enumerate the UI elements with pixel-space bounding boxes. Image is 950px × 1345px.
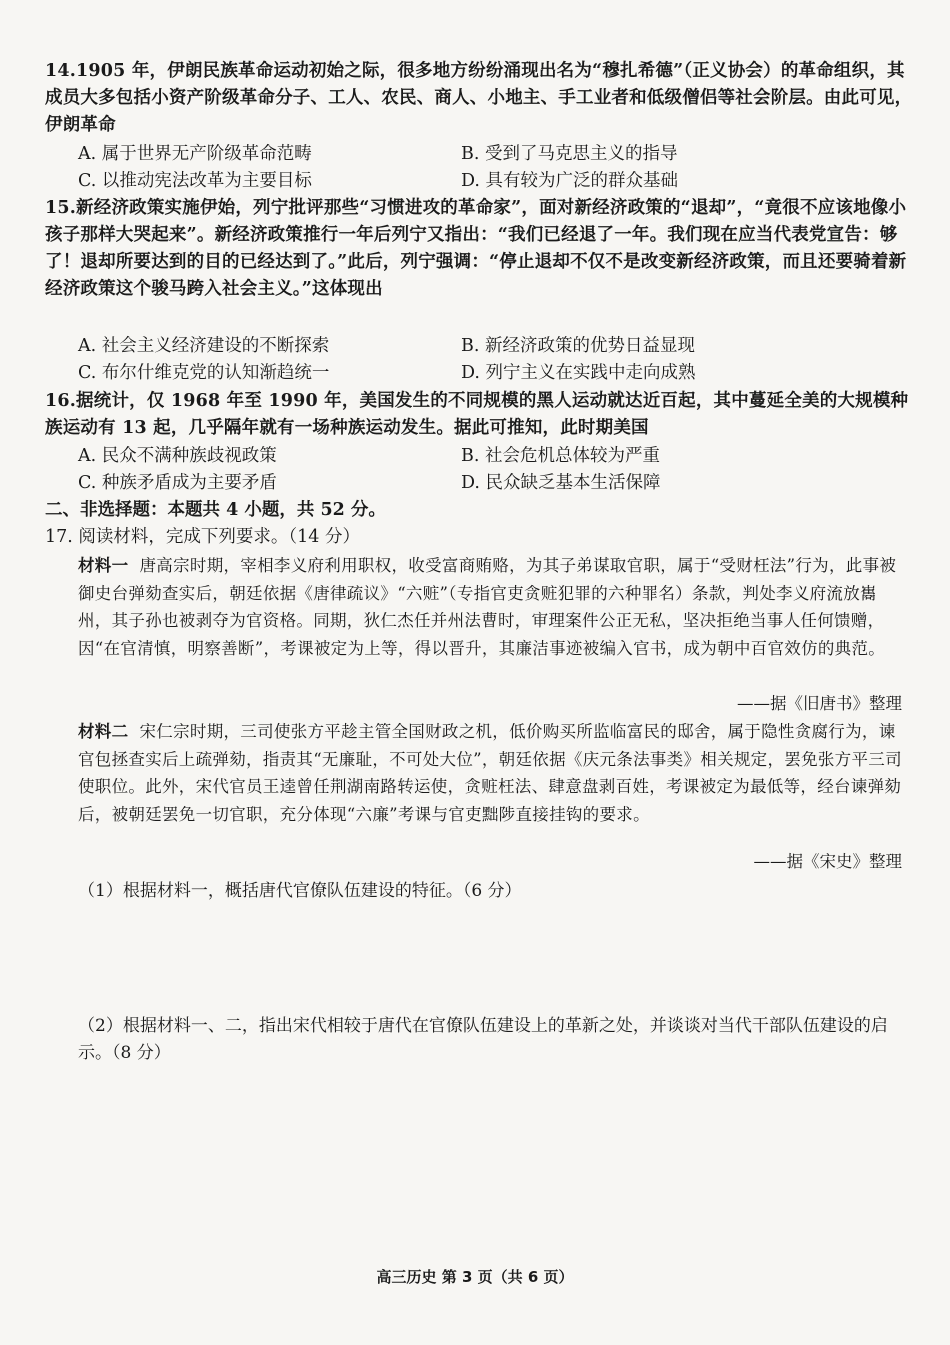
- material-two-tag: 材料二: [78, 722, 129, 741]
- question-text: 1905 年，伊朗民族革命运动初始之际，很多地方纷纷涌现出名为“穆扎希德”（正义协会）的革命组织，其成员大多包括小资产阶级革命分子、工人、农民、商人、小地主、手工业者和低级僧侣等社会阶层。由此可见，伊朗革命: [45, 61, 913, 135]
- material-one-text: 唐高宗时期，宰相李义府利用职权，收受富商贿赂，为其子弟谋取官职，属于“受财枉法”行为，此事被御史台弹劾查实后，朝廷依据《唐律疏议》“六赃”（专指官吏贪赃犯罪的六种罪名）条款，判处李义府流放巂州，其子孙也被剥夺为官资格。同期，狄仁杰任并州法曹时，审理案件公正无私，坚决拒绝当事人任何馈赠，因“在官清慎，明察善断”，考课被定为上等，得以晋升，其廉洁事迹被编入官书，成为朝中百官效仿的典范。: [78, 556, 897, 658]
- option-c: C. 以推动宪法改革为主要目标: [78, 171, 312, 191]
- option-d: D. 民众缺乏基本生活保障: [461, 473, 661, 493]
- page-footer: 高三历史 第 3 页（共 6 页）: [376, 1268, 574, 1286]
- question-text: 新经济政策实施伊始，列宁批评那些“习惯进攻的革命家”，面对新经济政策的“退却”，“竟很不应该地像小孩子那样大哭起来”。新经济政策推行一年后列宁又指出：“我们已经退了一年。我们现在应当代表党宣告：够了！退却所要达到的目的已经达到了。”此后，列宁强调：“停止退却不仅不是改变新经济政策，而且还要骑着新经济政策这个骏马跨入社会主义。”这体现出: [45, 198, 907, 299]
- option-c: C. 种族矛盾成为主要矛盾: [78, 473, 277, 493]
- material-two-text: 宋仁宗时期，三司使张方平趁主管全国财政之机，低价购买所监临富民的邸舍，属于隐性贪腐行为，谏官包拯查实后上疏弹劾，指责其“无廉耻，不可处大位”，朝廷依据《庆元条法事类》相关规定，罢免张方平三司使职位。此外，宋代官员王逵曾任荆湖南路转运使，贪赃枉法、肆意盘剥百姓，考课被定为最低等，经台谏弹劾后，被朝廷罢免一切官职，充分体现“六廉”考课与官吏黜陟直接挂钩的要求。: [78, 722, 902, 824]
- option-a: A. 社会主义经济建设的不断探索: [78, 336, 330, 356]
- question-text: 据统计，仅 1968 年至 1990 年，美国发生的不同规模的黑人运动就达近百起，其中蔓延全美的大规模种族运动有 13 起，几乎隔年就有一场种族运动发生。据此可推知，此时期美国: [45, 391, 909, 438]
- question-16: [45, 388, 915, 442]
- option-d: D. 具有较为广泛的群众基础: [461, 171, 679, 191]
- question-number: 14.: [45, 61, 77, 81]
- material-two: [78, 718, 903, 828]
- option-d: D. 列宁主义在实践中走向成熟: [461, 363, 696, 383]
- option-b: B. 新经济政策的优势日益显现: [461, 336, 695, 356]
- question-number: 16.: [45, 391, 77, 411]
- material-one: [78, 552, 903, 662]
- question-14-options: [78, 141, 918, 195]
- option-b: B. 受到了马克思主义的指导: [461, 144, 678, 164]
- sub-question-1: （1）根据材料一，概括唐代官僚队伍建设的特征。（6 分）: [78, 881, 522, 901]
- material-one-source: ——据《旧唐书》整理: [737, 694, 902, 713]
- option-c: C. 布尔什维克党的认知渐趋统一: [78, 363, 330, 383]
- material-one-tag: 材料一: [78, 556, 129, 575]
- question-number: 15.: [45, 198, 77, 218]
- question-14: [45, 58, 915, 139]
- question-15: [45, 195, 915, 303]
- option-a: A. 民众不满种族歧视政策: [78, 446, 277, 466]
- question-15-options: [78, 333, 918, 387]
- option-b: B. 社会危机总体较为严重: [461, 446, 660, 466]
- sub-question-2: （2）根据材料一、二，指出宋代相较于唐代在官僚队伍建设上的革新之处，并谈谈对当代干部队伍建设的启示。（8 分）: [78, 1016, 888, 1063]
- question-16-options: [78, 443, 918, 497]
- option-a: A. 属于世界无产阶级革命范畴: [78, 144, 312, 164]
- question-17-head: 17. 阅读材料，完成下列要求。（14 分）: [45, 527, 360, 547]
- material-two-source: ——据《宋史》整理: [753, 852, 902, 871]
- section-heading: 二、非选择题：本题共 4 小题，共 52 分。: [45, 500, 386, 520]
